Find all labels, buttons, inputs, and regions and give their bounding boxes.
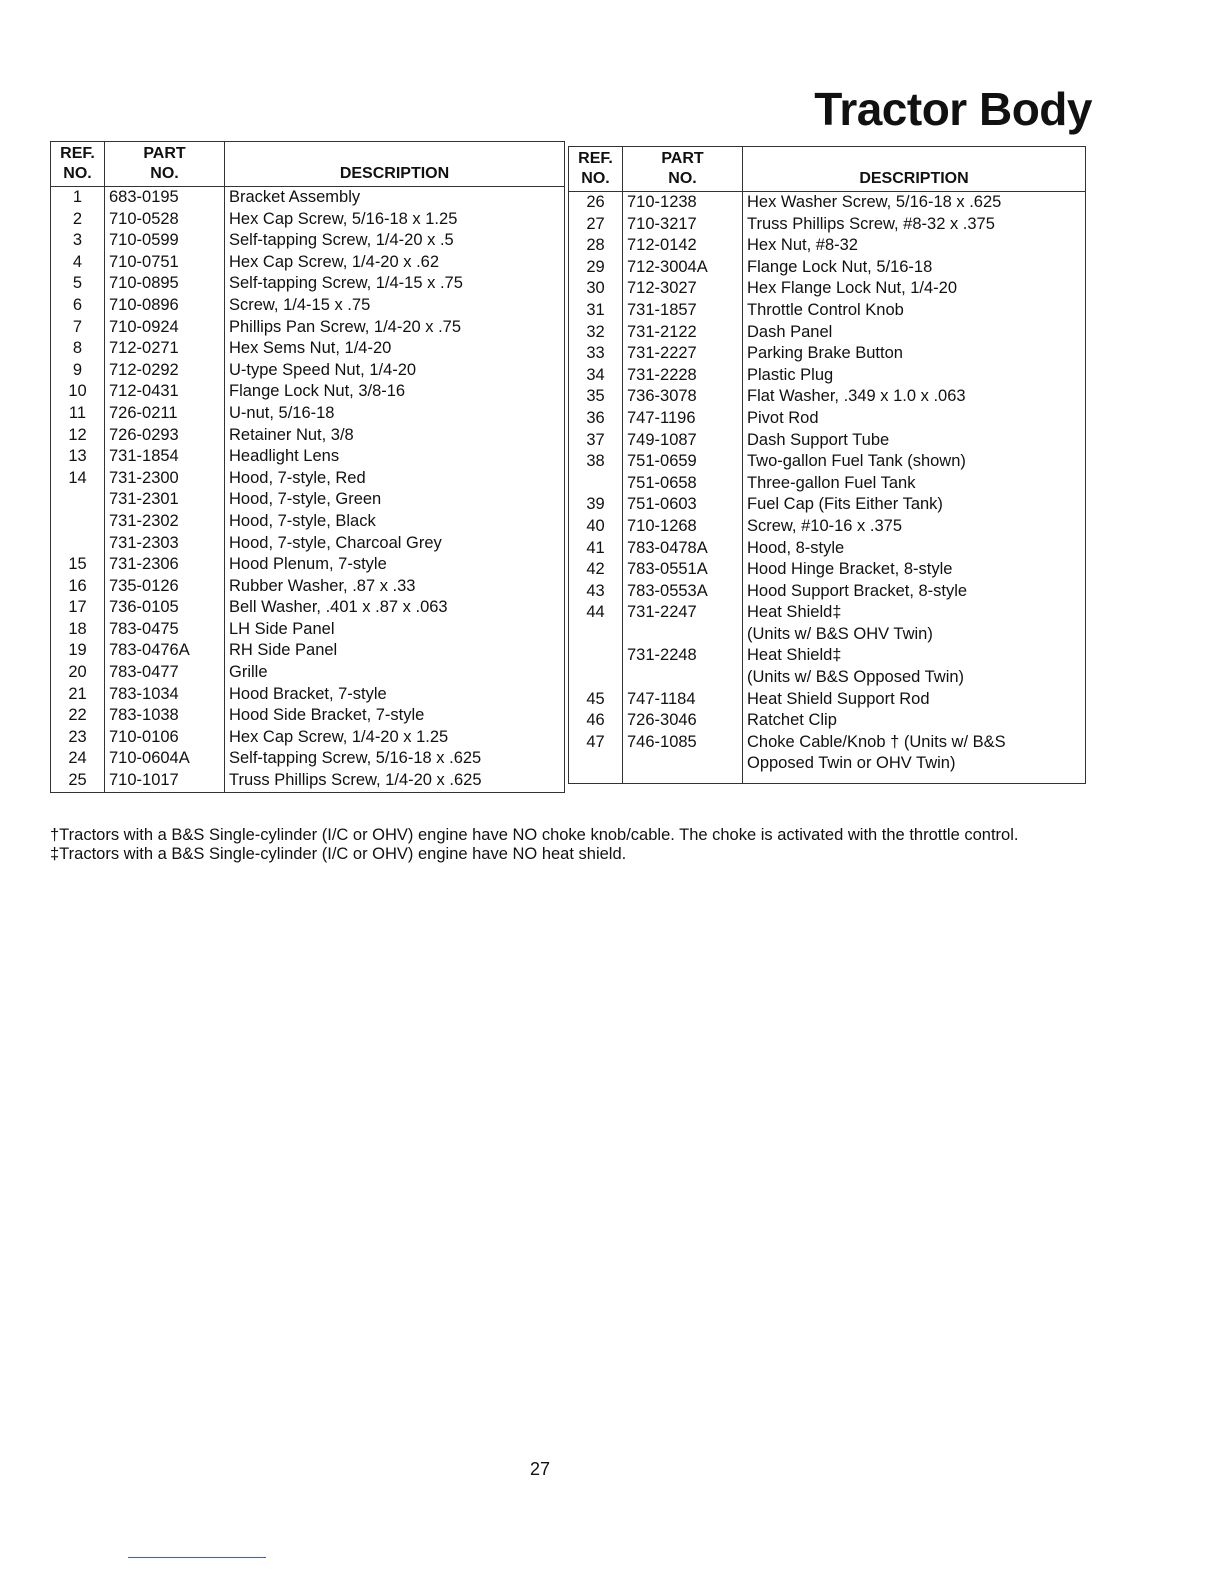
description-cell: Hex Sems Nut, 1/4-20 bbox=[225, 338, 565, 360]
ref-cell: 1 bbox=[51, 187, 105, 209]
description-cell: Hex Nut, #8-32 bbox=[743, 235, 1086, 257]
ref-cell: 14 bbox=[51, 468, 105, 490]
table-row bbox=[51, 209, 565, 231]
part-number-cell: 710-0895 bbox=[105, 273, 225, 295]
ref-cell: 15 bbox=[51, 554, 105, 576]
description-cell: Hood, 7-style, Green bbox=[225, 489, 565, 511]
table-row bbox=[51, 662, 565, 684]
part-number-cell: 710-1238 bbox=[623, 192, 743, 214]
ref-no-header bbox=[569, 147, 623, 192]
ref-cell: 29 bbox=[569, 257, 623, 279]
part-number-cell: 731-2248 bbox=[623, 645, 743, 667]
description-cell: Grille bbox=[225, 662, 565, 684]
part-number-cell: 731-2300 bbox=[105, 468, 225, 490]
part-number-cell: 712-3004A bbox=[623, 257, 743, 279]
padding-cell bbox=[743, 775, 1086, 784]
part-number-cell: 731-2302 bbox=[105, 511, 225, 533]
ref-cell: 40 bbox=[569, 516, 623, 538]
table-row bbox=[51, 597, 565, 619]
description-cell: RH Side Panel bbox=[225, 640, 565, 662]
description-cell: Rubber Washer, .87 x .33 bbox=[225, 576, 565, 598]
parts-table-right bbox=[568, 146, 1086, 784]
table-padding-row bbox=[569, 775, 1086, 784]
description-cell: (Units w/ B&S Opposed Twin) bbox=[743, 667, 1086, 689]
part-number-cell: 712-0271 bbox=[105, 338, 225, 360]
table-row bbox=[569, 710, 1086, 732]
ref-cell: 18 bbox=[51, 619, 105, 641]
ref-cell bbox=[569, 667, 623, 689]
part-number-cell: 751-0658 bbox=[623, 473, 743, 495]
description-cell: Choke Cable/Knob † (Units w/ B&S bbox=[743, 732, 1086, 754]
ref-cell: 22 bbox=[51, 705, 105, 727]
description-cell: Hood, 7-style, Charcoal Grey bbox=[225, 533, 565, 555]
part-number-cell: 710-0924 bbox=[105, 317, 225, 339]
description-cell: Hood Side Bracket, 7-style bbox=[225, 705, 565, 727]
part-number-cell: 736-3078 bbox=[623, 386, 743, 408]
table-row bbox=[51, 338, 565, 360]
part-number-cell: 783-1038 bbox=[105, 705, 225, 727]
ref-cell: 28 bbox=[569, 235, 623, 257]
padding-cell bbox=[569, 775, 623, 784]
part-number-cell: 731-2122 bbox=[623, 322, 743, 344]
description-cell: Screw, 1/4-15 x .75 bbox=[225, 295, 565, 317]
table-row bbox=[569, 494, 1086, 516]
ref-cell: 44 bbox=[569, 602, 623, 624]
description-header: DESCRIPTION bbox=[225, 142, 565, 187]
description-cell: Retainer Nut, 3/8 bbox=[225, 425, 565, 447]
part-number-cell: 710-0599 bbox=[105, 230, 225, 252]
ref-cell bbox=[51, 533, 105, 555]
table-row bbox=[569, 624, 1086, 646]
description-cell: Hood Plenum, 7-style bbox=[225, 554, 565, 576]
part-number-cell: 783-0476A bbox=[105, 640, 225, 662]
table-row bbox=[51, 748, 565, 770]
part-number-cell bbox=[623, 753, 743, 775]
page-title: Tractor Body bbox=[814, 83, 1092, 135]
ref-cell: 8 bbox=[51, 338, 105, 360]
description-cell: Hex Cap Screw, 1/4-20 x .62 bbox=[225, 252, 565, 274]
ref-cell: 31 bbox=[569, 300, 623, 322]
description-cell: Bell Washer, .401 x .87 x .063 bbox=[225, 597, 565, 619]
part-number-cell: 731-2247 bbox=[623, 602, 743, 624]
description-cell: Hood Bracket, 7-style bbox=[225, 684, 565, 706]
description-cell: Hex Cap Screw, 5/16-18 x 1.25 bbox=[225, 209, 565, 231]
ref-cell: 23 bbox=[51, 727, 105, 749]
table-row bbox=[51, 640, 565, 662]
description-cell: Two-gallon Fuel Tank (shown) bbox=[743, 451, 1086, 473]
ref-cell: 17 bbox=[51, 597, 105, 619]
description-cell: Hood, 7-style, Red bbox=[225, 468, 565, 490]
description-cell: Self-tapping Screw, 1/4-20 x .5 bbox=[225, 230, 565, 252]
part-number-cell: 751-0603 bbox=[623, 494, 743, 516]
ref-cell bbox=[569, 473, 623, 495]
table-row bbox=[569, 559, 1086, 581]
table-row bbox=[51, 187, 565, 209]
footnotes bbox=[50, 826, 1150, 864]
table-row bbox=[569, 322, 1086, 344]
part-number-cell: 731-1854 bbox=[105, 446, 225, 468]
description-cell: U-nut, 5/16-18 bbox=[225, 403, 565, 425]
part-number-cell: 712-0142 bbox=[623, 235, 743, 257]
table-row bbox=[569, 753, 1086, 775]
ref-cell: 47 bbox=[569, 732, 623, 754]
part-number-cell: 783-0553A bbox=[623, 581, 743, 603]
page-number: 27 bbox=[530, 1459, 551, 1479]
ref-cell: 4 bbox=[51, 252, 105, 274]
part-number-cell: 749-1087 bbox=[623, 430, 743, 452]
table-row bbox=[51, 705, 565, 727]
part-number-cell: 710-3217 bbox=[623, 214, 743, 236]
ref-cell: 39 bbox=[569, 494, 623, 516]
ref-cell: 16 bbox=[51, 576, 105, 598]
part-number-cell: 731-2301 bbox=[105, 489, 225, 511]
ref-header-bottom: NO. bbox=[63, 165, 92, 182]
parts-table-left-body bbox=[51, 187, 565, 793]
part-number-cell: 747-1196 bbox=[623, 408, 743, 430]
part-number-cell: 712-0292 bbox=[105, 360, 225, 382]
ref-cell: 3 bbox=[51, 230, 105, 252]
ref-cell: 19 bbox=[51, 640, 105, 662]
table-row bbox=[569, 278, 1086, 300]
description-cell: Self-tapping Screw, 1/4-15 x .75 bbox=[225, 273, 565, 295]
description-cell: Parking Brake Button bbox=[743, 343, 1086, 365]
ref-cell: 5 bbox=[51, 273, 105, 295]
part-number-cell: 726-3046 bbox=[623, 710, 743, 732]
part-header-bottom: NO. bbox=[150, 165, 179, 182]
part-number-cell bbox=[623, 624, 743, 646]
ref-header-top: REF. bbox=[60, 145, 95, 162]
description-cell: Bracket Assembly bbox=[225, 187, 565, 209]
table-row bbox=[51, 381, 565, 403]
part-number-cell: 731-2306 bbox=[105, 554, 225, 576]
part-header-top: PART bbox=[143, 145, 186, 162]
description-cell: U-type Speed Nut, 1/4-20 bbox=[225, 360, 565, 382]
ref-cell bbox=[51, 489, 105, 511]
ref-cell: 7 bbox=[51, 317, 105, 339]
table-row bbox=[51, 230, 565, 252]
part-number-cell: 712-0431 bbox=[105, 381, 225, 403]
description-cell: Truss Phillips Screw, 1/4-20 x .625 bbox=[225, 770, 565, 792]
ref-cell: 33 bbox=[569, 343, 623, 365]
ref-cell: 11 bbox=[51, 403, 105, 425]
part-number-cell: 783-0475 bbox=[105, 619, 225, 641]
table-row bbox=[51, 252, 565, 274]
description-cell: Plastic Plug bbox=[743, 365, 1086, 387]
padding-cell bbox=[623, 775, 743, 784]
part-header-bottom: NO. bbox=[668, 170, 697, 187]
ref-cell: 20 bbox=[51, 662, 105, 684]
description-cell: Three-gallon Fuel Tank bbox=[743, 473, 1086, 495]
part-number-cell bbox=[623, 667, 743, 689]
table-row bbox=[569, 365, 1086, 387]
description-cell: Fuel Cap (Fits Either Tank) bbox=[743, 494, 1086, 516]
table-row bbox=[51, 295, 565, 317]
table-row bbox=[51, 317, 565, 339]
description-cell: Flange Lock Nut, 5/16-18 bbox=[743, 257, 1086, 279]
ref-cell: 46 bbox=[569, 710, 623, 732]
table-row bbox=[569, 408, 1086, 430]
table-row bbox=[569, 516, 1086, 538]
ref-cell: 37 bbox=[569, 430, 623, 452]
description-cell: Hood, 7-style, Black bbox=[225, 511, 565, 533]
ref-cell: 41 bbox=[569, 538, 623, 560]
description-cell: Flange Lock Nut, 3/8-16 bbox=[225, 381, 565, 403]
part-number-cell: 710-0528 bbox=[105, 209, 225, 231]
description-cell: Hood, 8-style bbox=[743, 538, 1086, 560]
ref-cell: 2 bbox=[51, 209, 105, 231]
description-cell: Opposed Twin or OHV Twin) bbox=[743, 753, 1086, 775]
description-cell: Flat Washer, .349 x 1.0 x .063 bbox=[743, 386, 1086, 408]
ref-cell: 43 bbox=[569, 581, 623, 603]
table-row bbox=[569, 602, 1086, 624]
table-row bbox=[569, 192, 1086, 214]
ref-cell: 26 bbox=[569, 192, 623, 214]
part-number-cell: 731-1857 bbox=[623, 300, 743, 322]
part-number-cell: 751-0659 bbox=[623, 451, 743, 473]
ref-cell: 38 bbox=[569, 451, 623, 473]
ref-cell: 9 bbox=[51, 360, 105, 382]
ref-cell: 32 bbox=[569, 322, 623, 344]
table-row bbox=[51, 273, 565, 295]
ref-cell: 25 bbox=[51, 770, 105, 792]
table-header-row bbox=[569, 147, 1086, 192]
ref-cell: 35 bbox=[569, 386, 623, 408]
part-number-cell: 710-0896 bbox=[105, 295, 225, 317]
table-row bbox=[51, 425, 565, 447]
table-row bbox=[569, 430, 1086, 452]
table-row bbox=[51, 619, 565, 641]
part-number-cell: 712-3027 bbox=[623, 278, 743, 300]
ref-cell: 10 bbox=[51, 381, 105, 403]
ref-cell: 45 bbox=[569, 689, 623, 711]
ref-cell: 30 bbox=[569, 278, 623, 300]
part-number-cell: 710-0604A bbox=[105, 748, 225, 770]
part-number-cell: 726-0293 bbox=[105, 425, 225, 447]
table-row bbox=[569, 581, 1086, 603]
table-row bbox=[569, 235, 1086, 257]
description-cell: Hex Flange Lock Nut, 1/4-20 bbox=[743, 278, 1086, 300]
parts-table-left bbox=[50, 141, 565, 793]
ref-header-top: REF. bbox=[578, 150, 613, 167]
part-header-top: PART bbox=[661, 150, 704, 167]
description-cell: Hex Washer Screw, 5/16-18 x .625 bbox=[743, 192, 1086, 214]
part-number-cell: 783-1034 bbox=[105, 684, 225, 706]
part-number-cell: 731-2303 bbox=[105, 533, 225, 555]
description-cell: Heat Shield‡ bbox=[743, 602, 1086, 624]
description-cell: Hood Support Bracket, 8-style bbox=[743, 581, 1086, 603]
ref-cell: 6 bbox=[51, 295, 105, 317]
ref-cell: 24 bbox=[51, 748, 105, 770]
part-no-header bbox=[623, 147, 743, 192]
table-row bbox=[51, 727, 565, 749]
part-number-cell: 710-0106 bbox=[105, 727, 225, 749]
ref-cell: 12 bbox=[51, 425, 105, 447]
table-row bbox=[569, 667, 1086, 689]
part-number-cell: 731-2228 bbox=[623, 365, 743, 387]
description-cell: Dash Support Tube bbox=[743, 430, 1086, 452]
ref-cell bbox=[51, 511, 105, 533]
bottom-rule bbox=[128, 1557, 266, 1558]
ref-cell: 34 bbox=[569, 365, 623, 387]
part-number-cell: 731-2227 bbox=[623, 343, 743, 365]
part-number-cell: 783-0477 bbox=[105, 662, 225, 684]
table-row bbox=[569, 300, 1086, 322]
table-row bbox=[569, 257, 1086, 279]
description-cell: Hex Cap Screw, 1/4-20 x 1.25 bbox=[225, 727, 565, 749]
table-row bbox=[51, 489, 565, 511]
description-cell: Pivot Rod bbox=[743, 408, 1086, 430]
parts-table-right-body bbox=[569, 192, 1086, 784]
table-row bbox=[51, 403, 565, 425]
part-number-cell: 736-0105 bbox=[105, 597, 225, 619]
description-cell: Throttle Control Knob bbox=[743, 300, 1086, 322]
ref-cell bbox=[569, 753, 623, 775]
table-row bbox=[51, 684, 565, 706]
description-header: DESCRIPTION bbox=[743, 147, 1086, 192]
part-no-header bbox=[105, 142, 225, 187]
table-row bbox=[569, 214, 1086, 236]
table-row bbox=[51, 511, 565, 533]
part-number-cell: 735-0126 bbox=[105, 576, 225, 598]
table-row bbox=[51, 770, 565, 792]
ref-cell: 21 bbox=[51, 684, 105, 706]
part-number-cell: 746-1085 bbox=[623, 732, 743, 754]
table-row bbox=[569, 451, 1086, 473]
ref-no-header bbox=[51, 142, 105, 187]
footnote-choke: †Tractors with a B&S Single-cylinder (I/C or OHV) engine have NO choke knob/cable. The choke is activated with the throttle control. bbox=[50, 826, 1019, 844]
table-row bbox=[569, 732, 1086, 754]
table-row bbox=[569, 386, 1086, 408]
table-row bbox=[569, 343, 1086, 365]
description-cell: Truss Phillips Screw, #8-32 x .375 bbox=[743, 214, 1086, 236]
ref-cell bbox=[569, 645, 623, 667]
description-cell: Ratchet Clip bbox=[743, 710, 1086, 732]
description-cell: Screw, #10-16 x .375 bbox=[743, 516, 1086, 538]
footnote-heat-shield: ‡Tractors with a B&S Single-cylinder (I/C or OHV) engine have NO heat shield. bbox=[50, 845, 627, 863]
ref-cell: 42 bbox=[569, 559, 623, 581]
part-number-cell: 710-1268 bbox=[623, 516, 743, 538]
table-row bbox=[51, 554, 565, 576]
description-cell: LH Side Panel bbox=[225, 619, 565, 641]
ref-cell bbox=[569, 624, 623, 646]
part-number-cell: 683-0195 bbox=[105, 187, 225, 209]
part-number-cell: 783-0478A bbox=[623, 538, 743, 560]
table-row bbox=[51, 468, 565, 490]
table-row bbox=[51, 533, 565, 555]
description-cell: Self-tapping Screw, 5/16-18 x .625 bbox=[225, 748, 565, 770]
description-cell: (Units w/ B&S OHV Twin) bbox=[743, 624, 1086, 646]
ref-cell: 27 bbox=[569, 214, 623, 236]
table-row bbox=[569, 538, 1086, 560]
table-header-row bbox=[51, 142, 565, 187]
table-row bbox=[51, 446, 565, 468]
ref-cell: 36 bbox=[569, 408, 623, 430]
table-row bbox=[569, 689, 1086, 711]
part-number-cell: 726-0211 bbox=[105, 403, 225, 425]
table-row bbox=[569, 473, 1086, 495]
part-number-cell: 783-0551A bbox=[623, 559, 743, 581]
table-row bbox=[51, 360, 565, 382]
part-number-cell: 710-0751 bbox=[105, 252, 225, 274]
ref-header-bottom: NO. bbox=[581, 170, 610, 187]
part-number-cell: 747-1184 bbox=[623, 689, 743, 711]
part-number-cell: 710-1017 bbox=[105, 770, 225, 792]
description-cell: Headlight Lens bbox=[225, 446, 565, 468]
table-row bbox=[51, 576, 565, 598]
description-cell: Heat Shield‡ bbox=[743, 645, 1086, 667]
description-cell: Heat Shield Support Rod bbox=[743, 689, 1086, 711]
description-cell: Hood Hinge Bracket, 8-style bbox=[743, 559, 1086, 581]
description-cell: Phillips Pan Screw, 1/4-20 x .75 bbox=[225, 317, 565, 339]
ref-cell: 13 bbox=[51, 446, 105, 468]
table-row bbox=[569, 645, 1086, 667]
description-cell: Dash Panel bbox=[743, 322, 1086, 344]
